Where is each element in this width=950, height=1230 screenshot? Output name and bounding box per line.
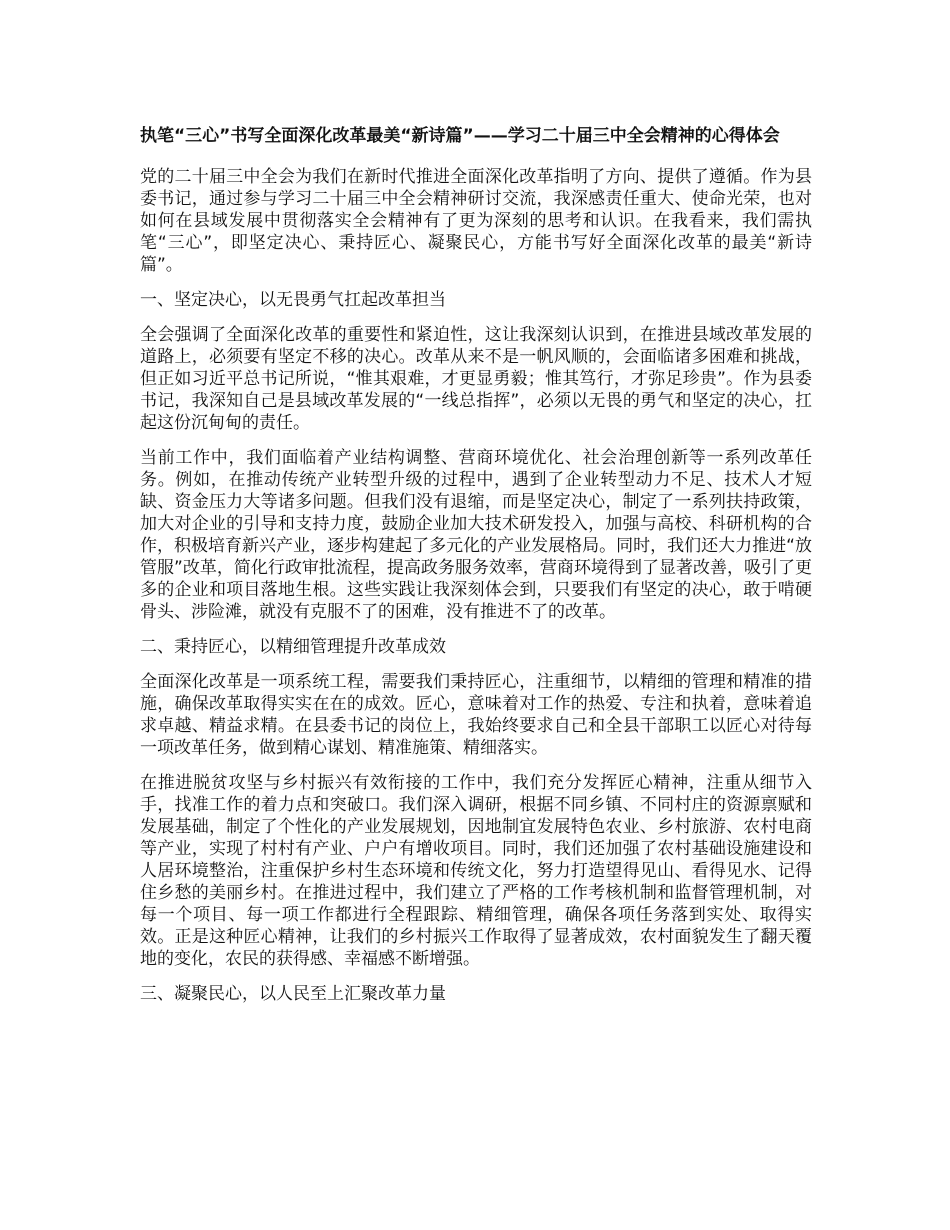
- section-heading-2: 二、秉持匠心，以精细管理提升改革成效: [140, 637, 446, 657]
- section-2-paragraph-2: 在推进脱贫攻坚与乡村振兴有效衔接的工作中，我们充分发挥匠心精神，注重从细节入手，找准工作的着力点和突破口。我们深入调研，根据不同乡镇、不同村庄的资源禀赋和发展基础，制定了个性化的产业发展规划，因地制宜发展特色农业、乡村旅游、农村电商等产业，实现了村村有产业、户户有增收项目。同时，我们还加强了农村基础设施建设和人居环境整治，注重保护乡村生态环境和传统文化，努力打造望得见山、看得见水、记得住乡愁的美丽乡村。在推进过程中，我们建立了严格的工作考核机制和监督管理机制，对每一个项目、每一项工作都进行全程跟踪、精细管理，确保各项任务落到实处、取得实效。正是这种匠心精神，让我们的乡村振兴工作取得了显著成效，农村面貌发生了翻天覆地的变化，农民的获得感、幸福感不断增强。: [140, 773, 812, 969]
- document-title: 执笔“三心”书写全面深化改革最美“新诗篇”——学习二十届三中全会精神的心得体会: [140, 126, 780, 146]
- section-2-paragraph-1: 全面深化改革是一项系统工程，需要我们秉持匠心，注重细节，以精细的管理和精准的措施，确保改革取得实实在在的成效。匠心，意味着对工作的热爱、专注和执着，意味着追求卓越、精益求精。在县委书记的岗位上，我始终要求自己和全县干部职工以匠心对待每一项改革任务，做到精心谋划、精准施策、精细落实。: [140, 672, 812, 758]
- document-page: [140, 125, 812, 1018]
- section-1-paragraph-1: 全会强调了全面深化改革的重要性和紧迫性，这让我深刻认识到，在推进县域改革发展的道路上，必须要有坚定不移的决心。改革从来不是一帆风顺的，会面临诸多困难和挑战，但正如习近平总书记所说，“惟其艰难，才更显勇毅；惟其笃行，才弥足珍贵”。作为县委书记，我深知自己是县域改革发展的“一线总指挥”，必须以无畏的勇气和坚定的决心，扛起这份沉甸甸的责任。: [140, 325, 812, 433]
- section-1-paragraph-2: 当前工作中，我们面临着产业结构调整、营商环境优化、社会治理创新等一系列改革任务。例如，在推动传统产业转型升级的过程中，遇到了企业转型动力不足、技术人才短缺、资金压力大等诸多问题。但我们没有退缩，而是坚定决心，制定了一系列扶持政策，加大对企业的引导和支持力度，鼓励企业加大技术研发投入，加强与高校、科研机构的合作，积极培育新兴产业，逐步构建起了多元化的产业发展格局。同时，我们还大力推进“放管服”改革，简化行政审批流程，提高政务服务效率，营商环境得到了显著改善，吸引了更多的企业和项目落地生根。这些实践让我深刻体会到，只要我们有坚定的决心，敢于啃硬骨头、涉险滩，就没有克服不了的困难，没有推进不了的改革。: [140, 448, 812, 622]
- section-heading-1: 一、坚定决心，以无畏勇气扛起改革担当: [140, 290, 446, 310]
- section-heading-3: 三、凝聚民心，以人民至上汇聚改革力量: [140, 984, 446, 1004]
- intro-paragraph: 党的二十届三中全会为我们在新时代推进全面深化改革指明了方向、提供了遵循。作为县委书记，通过参与学习二十届三中全会精神研讨交流，我深感责任重大、使命光荣，也对如何在县域发展中贯彻落实全会精神有了更为深刻的思考和认识。在我看来，我们需执笔“三心”，即坚定决心、秉持匠心、凝聚民心，方能书写好全面深化改革的最美“新诗篇”。: [140, 167, 812, 275]
